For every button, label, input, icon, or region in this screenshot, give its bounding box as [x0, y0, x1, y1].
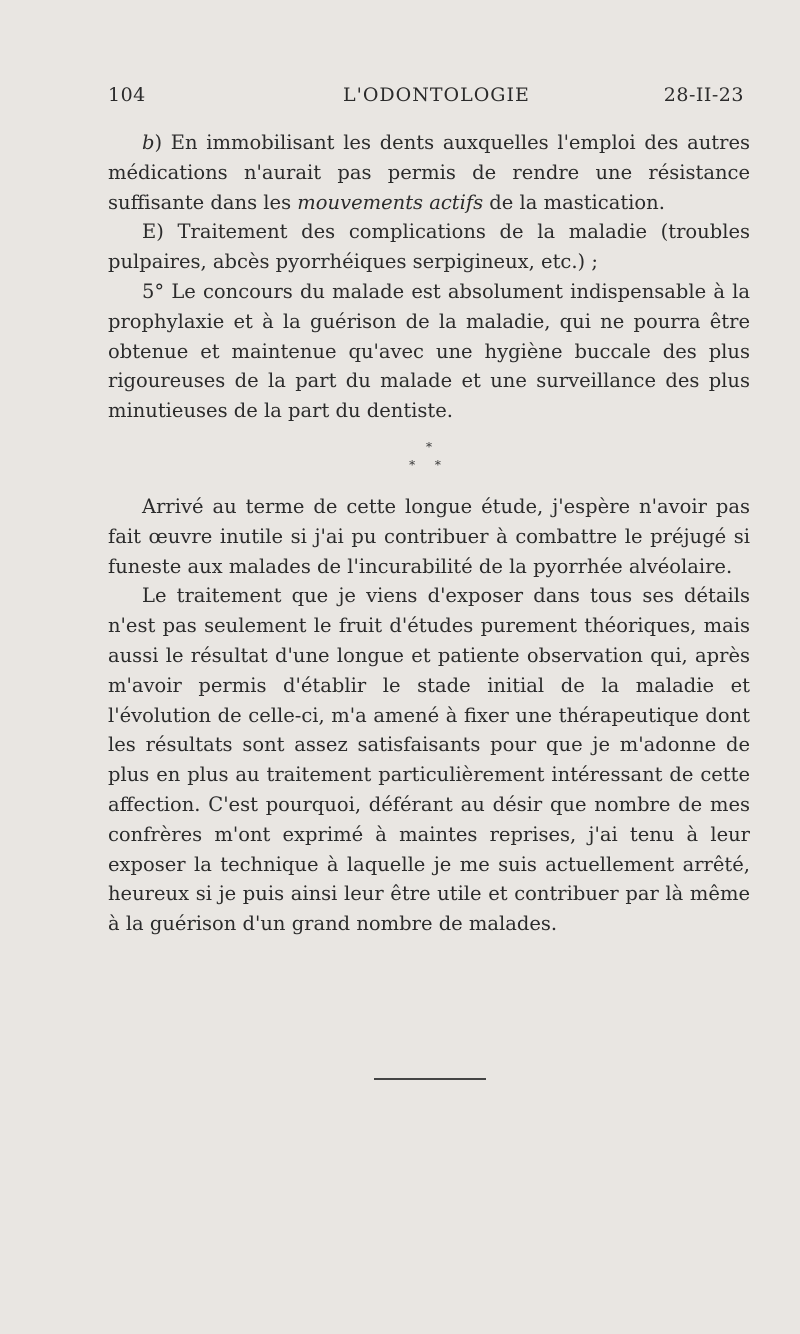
- asterism-divider: [108, 434, 750, 492]
- paragraph-b-start: ) En immobilisant les dents auxquelles l'emploi des autres médications n'aurait pas permis de rendre une résistance suffisante dans les: [108, 131, 750, 214]
- asterism-bottom-stars: * *: [409, 457, 449, 472]
- paragraph-b: [108, 128, 750, 217]
- paragraph-traitement: Le traitement que je viens d'exposer dans tous ses détails n'est pas seulement le fruit d'études purement théoriques, mais aussi le résultat d'une longue et patiente observation qui, après m'avoir permis d'établir le stade initial de la maladie et l'évolution de celle-ci, m'a amené à fixer une thérapeutique dont les résultats sont assez satisfaisants pour que je m'adonne de plus en plus au traitement particulièrement intéressant de cette affection. C'est pourquoi, déférant au désir que nombre de mes confrères m'ont exprimé à maintes reprises, j'ai tenu à leur exposer la technique à laquelle je me suis actuellement arrêté, heureux si je puis ainsi leur être utile et contribuer par là même à la guérison d'un grand nombre de malades.: [108, 584, 750, 936]
- paragraph-5: 5° Le concours du malade est absolument indispensable à la prophylaxie et à la guérison de la maladie, qui ne pourra être obtenue et maintenue qu'avec une hygiène buccale des plus rigoureuses de la part du malade et une surveillance des plus minutieuses de la part du dentiste.: [108, 279, 750, 423]
- asterism-top-star: *: [426, 439, 432, 454]
- body-text: [108, 128, 750, 939]
- paragraph-b-end: de la mastication.: [483, 190, 665, 214]
- closing-rule: [374, 1078, 486, 1080]
- running-header: [108, 84, 750, 118]
- page-number: 104: [108, 84, 146, 106]
- issue-date: 28-II-23: [663, 84, 744, 106]
- paragraph-e: E) Traitement des complications de la maladie (troubles pulpaires, abcès pyorrhéiques serpigineux, etc.) ;: [108, 220, 750, 274]
- paragraph-arrive: Arrivé au terme de cette longue étude, j'espère n'avoir pas fait œuvre inutile si j'ai pu contribuer à combattre le préjugé si funeste aux malades de l'incurabilité de la pyorrhée alvéolaire.: [108, 494, 750, 578]
- journal-title: L'ODONTOLOGIE: [343, 84, 530, 106]
- emphasis-mouvements-actifs: mouvements actifs: [297, 190, 484, 214]
- item-label-b: b: [142, 131, 155, 154]
